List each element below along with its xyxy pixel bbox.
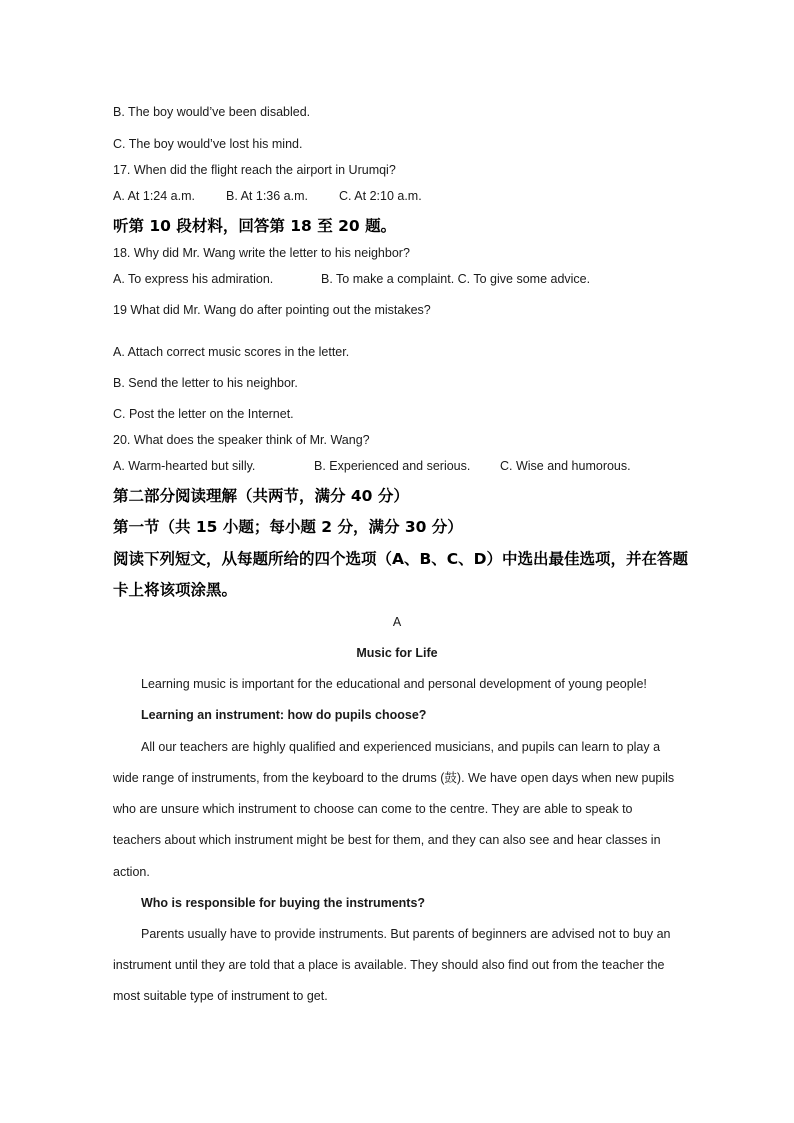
q19-question: 19 What did Mr. Wang do after pointing out the mistakes? (113, 303, 431, 317)
instruction-line-1: 阅读下列短文，从每题所给的四个选项（A、B、C、D）中选出最佳选项，并在答题 (113, 550, 689, 568)
subheading-choose-instrument: Learning an instrument: how do pupils choose? (141, 708, 427, 722)
passage-intro: Learning music is important for the educational and personal development of young people! (141, 677, 647, 691)
q20-option-c: C. Wise and humorous. (500, 459, 631, 473)
q18-option-a: A. To express his admiration. (113, 272, 274, 286)
para1-line: teachers about which instrument might be best for them, and they can also see and hear classes in (113, 833, 661, 847)
part2-heading: 第二部分阅读理解（共两节，满分 40 分） (113, 487, 409, 505)
q17-option-b: B. At 1:36 a.m. (226, 189, 308, 203)
para1-line: action. (113, 865, 150, 879)
q17-option-c: C. At 2:10 a.m. (339, 189, 422, 203)
q20-question: 20. What does the speaker think of Mr. Wang? (113, 433, 370, 447)
section1-heading: 第一节（共 15 小题；每小题 2 分，满分 30 分） (113, 518, 463, 536)
q20-option-b: B. Experienced and serious. (314, 459, 471, 473)
q16-option-b: B. The boy would’ve been disabled. (113, 105, 311, 119)
q19-option-b: B. Send the letter to his neighbor. (113, 376, 298, 390)
q17-option-a: A. At 1:24 a.m. (113, 189, 195, 203)
para2-line: most suitable type of instrument to get. (113, 989, 328, 1003)
para1-line: All our teachers are highly qualified and experienced musicians, and pupils can learn to play a (141, 740, 661, 754)
passage-letter: A (392, 615, 402, 629)
q16-option-c: C. The boy would’ve lost his mind. (113, 137, 303, 151)
para1-line: who are unsure which instrument to choose can come to the centre. They are able to speak to (113, 802, 633, 816)
para1-line: wide range of instruments, from the keyboard to the drums (鼓). We have open days when new pupils (113, 771, 675, 785)
q20-option-a: A. Warm-hearted but silly. (113, 459, 256, 473)
q18-question: 18. Why did Mr. Wang write the letter to his neighbor? (113, 246, 410, 260)
q19-option-a: A. Attach correct music scores in the letter. (113, 345, 350, 359)
subheading-buying-instruments: Who is responsible for buying the instruments? (141, 896, 426, 910)
section10-heading: 听第 10 段材料，回答第 18 至 20 题。 (113, 217, 397, 235)
para2-line: Parents usually have to provide instruments. But parents of beginners are advised not to buy an (141, 927, 671, 941)
q17-question: 17. When did the flight reach the airport in Urumqi? (113, 163, 396, 177)
para2-line: instrument until they are told that a place is available. They should also find out from the teacher the (113, 958, 665, 972)
q19-option-c: C. Post the letter on the Internet. (113, 407, 294, 421)
q18-option-bc: B. To make a complaint. C. To give some advice. (321, 272, 591, 286)
passage-title: Music for Life (356, 646, 438, 660)
instruction-line-2: 卡上将该项涂黑。 (113, 581, 238, 599)
